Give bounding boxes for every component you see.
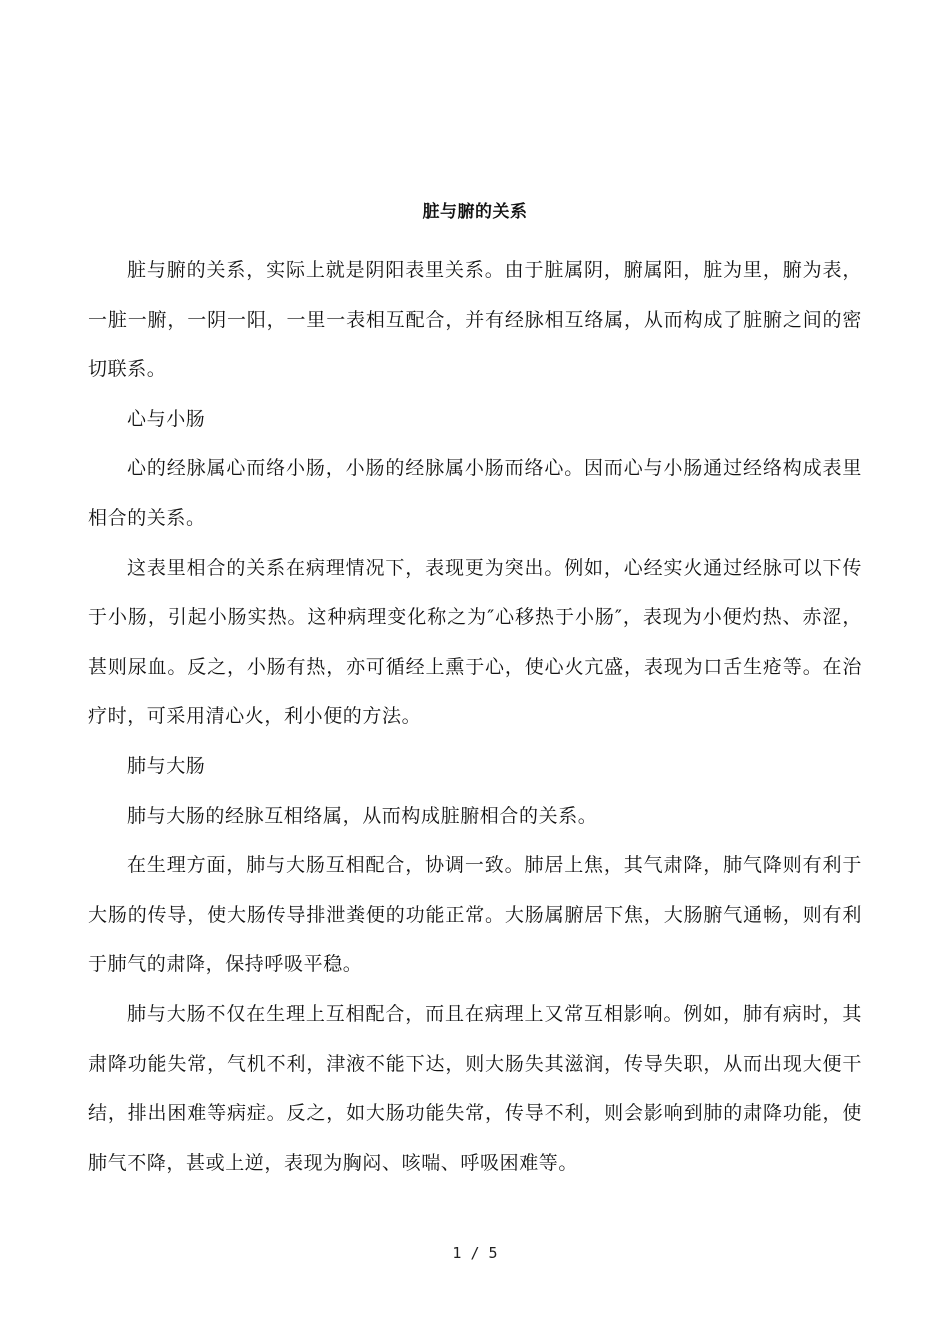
document-title: 脏与腑的关系 [422, 202, 528, 222]
lung-paragraph-2: 在生理方面，肺与大肠互相配合，协调一致。肺居上焦，其气肃降，肺气降则有利于大肠的传导，使大肠传导排泄粪便的功能正常。大肠属腑居下焦，大肠腑气通畅，则有利于肺气的肃降，保持呼吸平稳。 [88, 854, 862, 976]
section-heading-lung-large-intestine: 肺与大肠 [127, 754, 206, 777]
page-number: 1 / 5 [452, 1244, 498, 1262]
document-body [88, 246, 862, 1188]
section-heading-heart-small-intestine: 心与小肠 [127, 407, 206, 430]
heart-paragraph-1: 心的经脉属心而络小肠，小肠的经脉属小肠而络心。因而心与小肠通过经络构成表里相合的关系。 [88, 457, 862, 529]
lung-paragraph-3: 肺与大肠不仅在生理上互相配合，而且在病理上又常互相影响。例如，肺有病时，其肃降功能失常，气机不利，津液不能下达，则大肠失其滋润，传导失职，从而出现大便干结，排出困难等病症。反之，如大肠功能失常，传导不利，则会影响到肺的肃降功能，使肺气不降，甚或上逆，表现为胸闷、咳喘、呼吸困难等。 [88, 1002, 862, 1174]
heart-paragraph-2: 这表里相合的关系在病理情况下，表现更为突出。例如，心经实火通过经脉可以下传于小肠，引起小肠实热。这种病理变化称之为″心移热于小肠″，表现为小便灼热、赤涩，甚则尿血。反之，小肠有热，亦可循经上熏于心，使心火亢盛，表现为口舌生疮等。在治疗时，可采用清心火，利小便的方法。 [88, 556, 862, 728]
lung-paragraph-1: 肺与大肠的经脉互相络属，从而构成脏腑相合的关系。 [127, 804, 598, 827]
intro-paragraph: 脏与腑的关系，实际上就是阴阳表里关系。由于脏属阴，腑属阳，脏为里，腑为表，一脏一腑，一阴一阳，一里一表相互配合，并有经脉相互络属，从而构成了脏腑之间的密切联系。 [88, 259, 862, 381]
